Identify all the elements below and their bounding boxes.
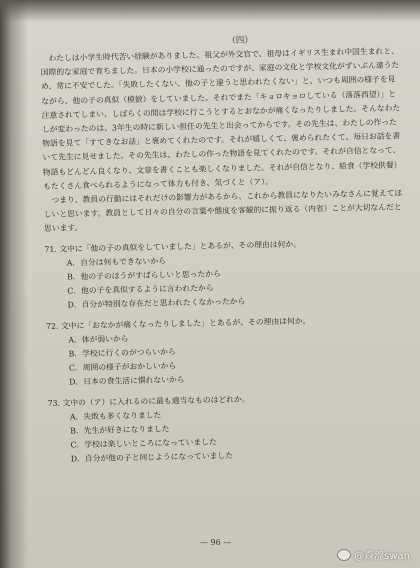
weibo-icon	[337, 549, 351, 561]
passage-paragraph-1: わたしは小学生時代苦い経験がありました。祖父が外交官で、祖母はイギリス生まれ中国生まれと、国際的な家庭で育ちました。日本の小学校に通ったのですが、家庭の文化と学校文化がずいぶん違うため、常に不安でした。「失敗したくない、他の子と違うと思われたくない」と、いつも周囲の様子を見ながら、他の子の真似（模倣）をしていました。それでまた「キョロキョロしている（落落西望）」と注意されてしまい、しばらくの間は学校に行こうとするとおなかが痛くなったりしました。そんなわたしが変わったのは、3年生の時に新しい担任の先生と出会ってからです。その先生は、わたしの作った物語を見て「すてきなお話」と褒めてくれたのです。それが嬉しくて、褒められたくて、毎日お話を書いて先生に見せました。その先生は、わたしの作った物語を見てくれたのです。それが自信となって、物語もどんどん良くなり、文章を書くことも楽しくなりました。それが自信となり、給食（学校供餐）もたくさん食べられるようになって体力も付き、気づくと（ア）。	[40, 46, 402, 191]
option-b: B．他の子のほうがすばらしいと思ったから	[66, 269, 221, 282]
question-73	[48, 389, 409, 468]
page-shadow-top	[0, 0, 420, 22]
question-number: 73.	[47, 398, 61, 408]
option-c: C．学校は楽しいところになっていました	[70, 437, 217, 450]
question-text: 文中に「おなかが痛くなったりしました」とあるが、その理由は何か。	[60, 316, 311, 331]
option-d: D．自分が特別な存在だと思われたくなかったから	[67, 297, 246, 310]
question-72	[46, 312, 407, 391]
watermark	[337, 547, 410, 562]
question-number: 71.	[44, 244, 57, 254]
option-d: D．日本の食生活に慣れないから	[69, 375, 185, 387]
option-b: B．先生が好きになりました	[70, 424, 170, 436]
watermark-text: @森涩swan	[354, 551, 410, 562]
option-b: B．学校に行くのがつらいから	[68, 347, 176, 359]
option-a: A．失敗も多くなりました	[69, 410, 162, 422]
option-c: C．周囲の様子がおかしいから	[68, 361, 177, 373]
option-a: A．体が弱いから	[68, 334, 129, 345]
option-d: D．自分が他の子と同じようになっていました	[70, 451, 234, 464]
page-number: — 96 —	[200, 538, 232, 547]
question-number: 72.	[45, 321, 59, 331]
question-text: 文中に「他の子の真似をしていました」とあるが、その理由は何か。	[59, 239, 302, 254]
question-71	[44, 235, 405, 314]
question-text: 文中の（ア）に入れるのに最も適当なものはどれか。	[62, 394, 250, 408]
page-shadow-left	[0, 0, 28, 568]
passage-paragraph-2: つまり、教員の行動にはそれだけの影響力があるから、これから教員になりたいみなさんに覚えてほしいと思います。教員として日々の自分の言葉や態度を客観的に振り返る（内省）ことが大切なんだと思います。	[43, 188, 403, 234]
option-a: A．自分は何もできないから	[66, 256, 166, 268]
option-c: C．他の子を真似するように言われたから	[67, 283, 214, 296]
section-title: （四）	[227, 35, 253, 47]
page-content	[40, 30, 409, 467]
